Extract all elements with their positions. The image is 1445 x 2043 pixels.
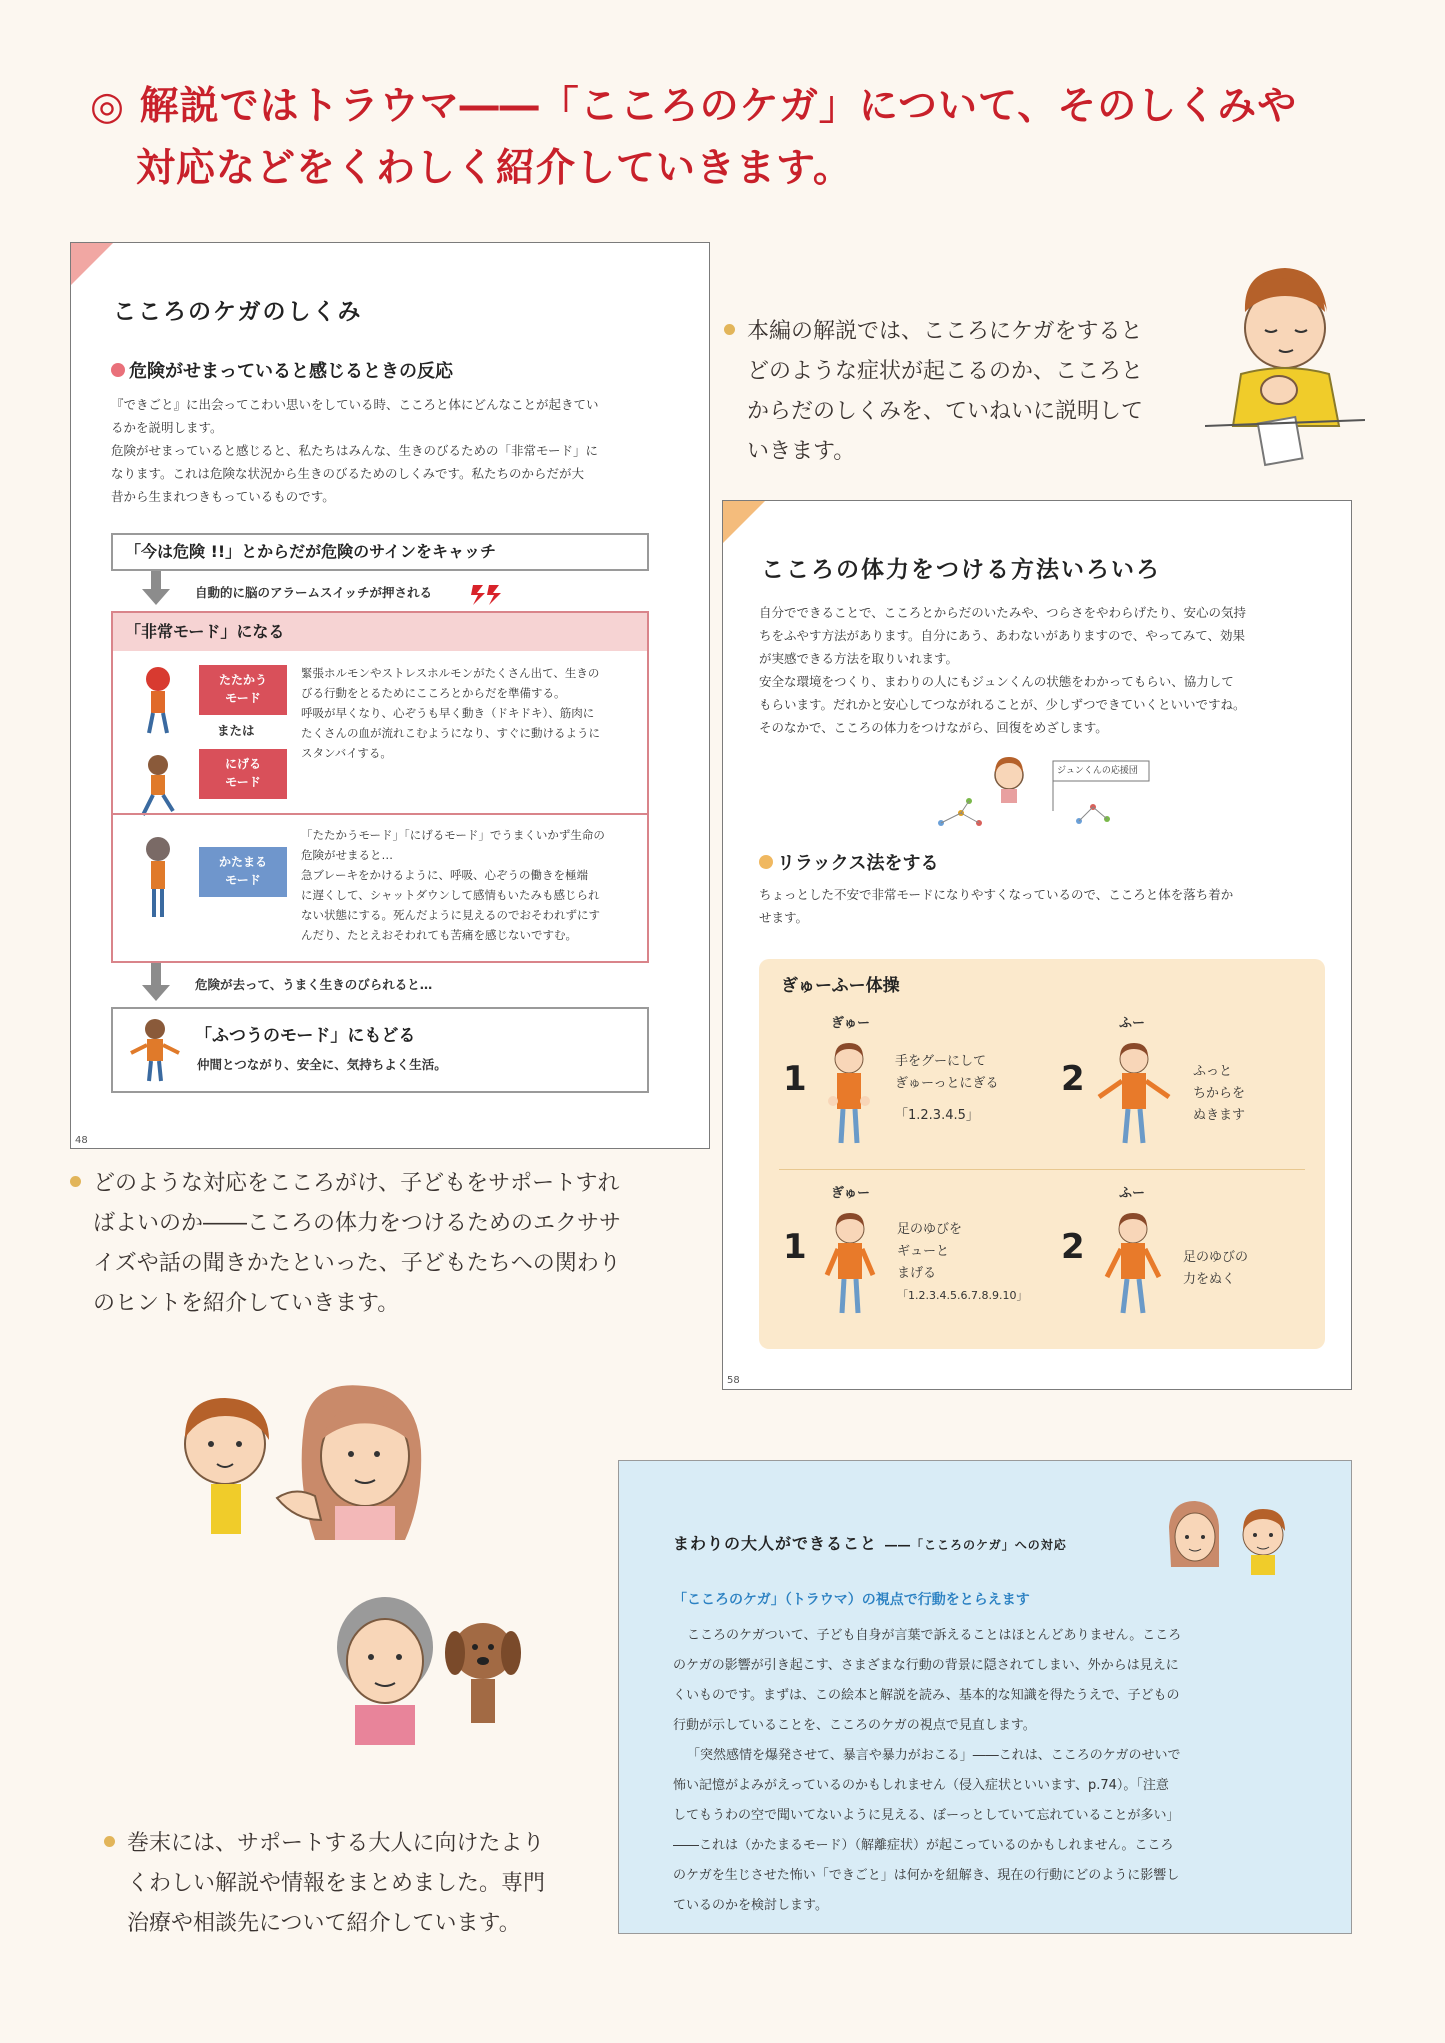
exercise-title: ぎゅーふー体操 [781,976,900,996]
panel-body: こころのケガついて、子ども自身が言葉で訴えることはほとんどありません。こころ のケガの影響が引き起こす、さまざまな行動の背景に隠されてしまい、外からは見えに くいものです。まずは、この絵本と解説を読み、基本的な知識を得たうえで、子どもの 行動が示していることを、こころのケガの視点で見直します。 「突然感情を爆発させて、暴言や暴力がおこる」――これは、こころのケガのせいで 怖い記憶がよみがえっているのかもしれません（侵入症状といいます、p.74）。「注意 してもうわの空で聞いてないように見える、ぼーっとしていて忘れていることが多い」 ――これは（かたまるモード）（解離症状）が起こっているのかもしれません。こころ のケガを生じさせた怖い「できごと」は何かを紐解き、現在の行動にどのように影響し ているのかを検討します。 [673,1628,1182,1913]
fight-mode-tag: たたかう モード [199,665,287,715]
emergency-mode-box [111,611,649,963]
step-4-text: 足のゆびの 力をぬく [1183,1250,1249,1287]
boy-gyu-illustration-1 [819,1039,879,1149]
step-number-3: 1 [783,1227,807,1267]
down-arrow-icon-2 [142,985,170,1001]
panel-subtitle: 危険がせまっていると感じるときの反応 [111,357,453,383]
heading-line-2: 対応などをくわしく紹介していきます。 [136,146,853,191]
boy-gyu-illustration-2 [815,1209,885,1319]
step-3-text: 足のゆびを ギューと まげる 「1.2.3.4.5.6.7.8.9.10」 [897,1222,1028,1302]
panel-intro: 『できごと』に出会ってこわい思いをしている時、こころと体にどんなことが起きてい るかを説明します。 危険がせまっていると感じると、私たちはみんな、生きのびるための「非常モード」に なります。これは危険な状況から生きのびるためのしくみです。私たちのからだが大 昔から生まれつきもっているものです。 [111,397,599,504]
panel-trauma-mechanism [70,242,710,1149]
step-1-text: 手をグーにして ぎゅーっとにぎる 「1.2.3.4.5」 [895,1054,999,1123]
lightning-icon [469,581,509,607]
support-sign-text: ジュンくんの応援団 [1057,766,1138,776]
normal-mode-text: 仲間とつながり、安全に、気持ちよく生活。 [197,1057,447,1072]
fu-label-2: ふー [1119,1186,1146,1201]
panel-adult-support [618,1460,1352,1934]
page-number: 48 [75,1135,88,1146]
relax-text: ちょっとした不安で非常モードになりやすくなっているので、こころと体を落ち着か せます。 [759,887,1234,925]
normal-mode-title: 「ふつうのモード」にもどる [195,1026,416,1046]
divider [779,1169,1305,1170]
gyu-label-1: ぎゅー [831,1016,871,1031]
heading-line-1: ◎ 解説ではトラウマ――「こころのケガ」について、そのしくみや [90,84,1298,129]
arrow-caption: 自動的に脳のアラームスイッチが押される [195,585,433,600]
grandma-and-dog-illustration [325,1595,535,1745]
gyufu-exercise-box [759,959,1325,1349]
step-2-text: ふっと ちからを ぬきます [1193,1064,1246,1123]
panel-title: まわりの大人ができること ――「こころのケガ」への対応 [673,1534,1067,1553]
fight-child-illustration [133,665,183,735]
divider [113,813,647,815]
gyu-label-2: ぎゅー [831,1186,871,1201]
freeze-description: 「たたかうモード」「にげるモード」でうまくいかず生命の 危険がせまると… 急ブレーキをかけるように、呼吸、心ぞうの働きを極端 に遅くして、シャットダウンして感情もいたみも感じられ ない状態にする。死んだように見えるのでおそわれずにす んだり、たとえおそわれても苦痛を感じないですむ。 [301,828,605,942]
page-heading [90,76,1350,200]
flee-child-illustration [133,751,183,821]
step-number-1: 1 [783,1059,807,1099]
note-middle-left: どのような対応をこころがけ、子どもをサポートすれ ばよいのか――こころの体力をつけるためのエクササ イズや話の聞きかたといった、子どもたちへの関わり のヒントを紹介していきます。 [70,1164,710,1324]
panel-resilience-methods [722,500,1352,1390]
boy-hand-on-chest-illustration [1205,250,1365,470]
freeze-mode-tag: かたまる モード [199,847,287,897]
down-arrow-icon [142,589,170,605]
panel-corner [723,501,765,543]
normal-child-illustration [125,1015,185,1085]
bullet-icon [759,855,773,869]
panel-corner [71,243,113,285]
panel-subtitle: 「こころのケガ」（トラウマ）の視点で行動をとらえます [673,1592,1030,1608]
fu-label-1: ふー [1119,1016,1146,1031]
freeze-child-illustration [133,833,183,923]
boy-fu-illustration-2 [1093,1209,1173,1319]
arrow-stem [151,571,161,589]
page-number: 58 [727,1375,740,1386]
or-label: または [217,723,255,738]
flee-mode-tag: にげる モード [199,749,287,799]
fight-flee-description: 緊張ホルモンやストレスホルモンがたくさん出て、生きの びる行動をとるためにこころとからだを準備する。 呼吸が早くなり、心ぞうも早く動き（ドキドキ）、筋肉に たくさんの血が流れこむようになり、すぐに動けるように スタンバイする。 [301,666,600,760]
arrow-stem-2 [151,963,161,985]
normal-mode-box [111,1007,649,1093]
arrow-caption-2: 危険が去って、うまく生きのびられると… [195,977,433,992]
note-top-right: 本編の解説では、こころにケガをすると どのような症状が起こるのか、こころと からだのしくみを、ていねいに説明して いきます。 [724,312,1194,472]
boy-fu-illustration-1 [1089,1039,1179,1149]
woman-and-boy-illustration [1159,1497,1299,1577]
panel-title: こころのケガのしくみ [113,299,363,325]
bullet-icon [724,324,735,335]
panel-intro: 自分でできることで、こころとからだのいたみや、つらさをやわらげたり、安心の気持 ちをふやす方法があります。自分にあう、あわないがありますので、やってみて、効果 が実感できる方法を取りいれます。 安全な環境をつくり、まわりの人にもジュンくんの状態をわかってもらい、協力して もらいます。だれかと安心してつながれることが、少しずつできていくといいですね。 そのなかで、こころの体力をつけながら、回復をめざします。 [759,605,1247,735]
step-number-2: 2 [1061,1059,1085,1099]
bullet-icon [70,1176,81,1187]
note-bottom-left: 巻末には、サポートする大人に向けたより くわしい解説や情報をまとめました。専門 治療や相談先について紹介しています。 [104,1824,624,1944]
emergency-mode-header: 「非常モード」になる [113,613,647,651]
panel-title: こころの体力をつける方法いろいろ [761,557,1161,583]
relax-subtitle: リラックス法をする [759,849,938,875]
bullet-icon [104,1836,115,1847]
bullet-icon [111,363,125,377]
boy-and-woman-talking-illustration [165,1380,435,1540]
step-number-4: 2 [1061,1227,1085,1267]
danger-signal-box: 「今は危険 !!」とからだが危険のサインをキャッチ [111,533,649,571]
